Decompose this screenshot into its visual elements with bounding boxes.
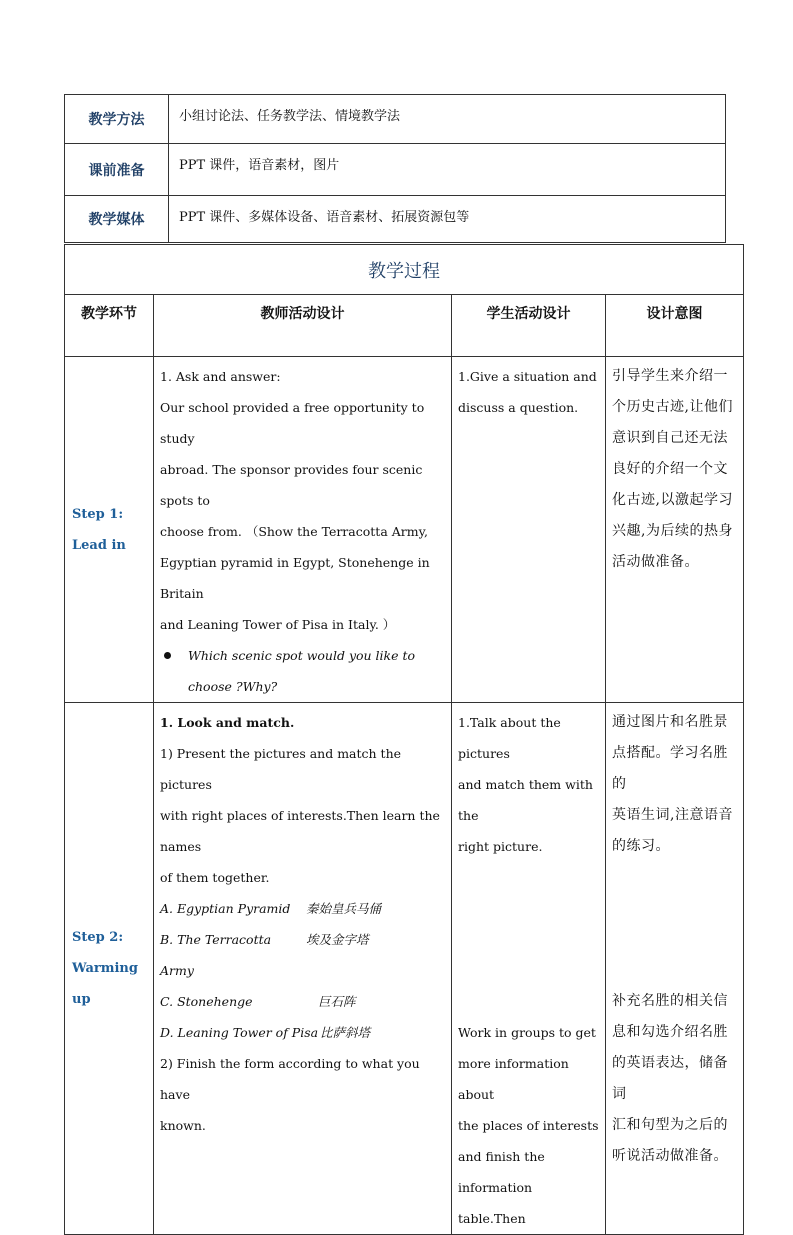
info-label: 教学方法 bbox=[65, 95, 169, 144]
text-line: 补充名胜的相关信 bbox=[612, 993, 728, 1009]
bullet-icon bbox=[164, 652, 171, 659]
header-intent: 设计意图 bbox=[606, 295, 744, 357]
text-line: 个历史古迹,让他们 bbox=[612, 399, 733, 415]
text-line: 英语生词,注意语音 bbox=[612, 807, 733, 823]
text-line: 1) Present the pictures and match the pictures bbox=[160, 746, 402, 792]
match-item bbox=[160, 893, 445, 924]
text-line: right picture. bbox=[458, 839, 543, 854]
activity-heading: 1. Look and match. bbox=[160, 715, 295, 730]
text-line: 1. Ask and answer: bbox=[160, 369, 281, 384]
course-info-table bbox=[64, 94, 726, 243]
text-line: of them together. bbox=[160, 870, 270, 885]
match-english: C. Stonehenge bbox=[160, 994, 253, 1009]
text-line: Which scenic spot would you like to bbox=[188, 648, 416, 663]
text-line: information table.Then bbox=[458, 1180, 533, 1226]
text-line: 通过图片和名胜景 bbox=[612, 714, 728, 730]
match-chinese: 秦始皇兵马俑 bbox=[306, 901, 382, 916]
match-chinese: 巨石阵 bbox=[318, 994, 356, 1009]
text-line: choose ?Why? bbox=[188, 679, 278, 694]
text-line: 引导学生来介绍一 bbox=[612, 368, 728, 384]
text-line: 良好的介绍一个文 bbox=[612, 461, 728, 477]
text-line: 息和勾选介绍名胜 bbox=[612, 1024, 728, 1040]
text-line: 意识到自己还无法 bbox=[612, 430, 728, 446]
step1-label bbox=[65, 357, 154, 703]
text-line: Work in groups to get bbox=[458, 1025, 596, 1040]
info-row-media bbox=[65, 196, 726, 243]
step2-student-activity bbox=[452, 703, 606, 1235]
match-item bbox=[160, 924, 445, 986]
text-line: 活动做准备。 bbox=[612, 554, 699, 570]
step-label-line: up bbox=[72, 992, 91, 1007]
text-line: 2) Finish the form according to what you have bbox=[160, 1056, 420, 1102]
match-english: A. Egyptian Pyramid bbox=[160, 901, 291, 916]
match-english: D. Leaning Tower of Pisa bbox=[160, 1025, 319, 1040]
info-value: 小组讨论法、任务教学法、情境教学法 bbox=[169, 95, 726, 144]
text-line: with right places of interests.Then learn the names bbox=[160, 808, 440, 854]
teaching-process-table bbox=[64, 244, 744, 1235]
text-line: 汇和句型为之后的 bbox=[612, 1117, 728, 1133]
step-label-line: Lead in bbox=[72, 537, 126, 553]
text-line: the places of interests bbox=[458, 1118, 599, 1133]
match-item bbox=[160, 1017, 445, 1048]
header-stage: 教学环节 bbox=[65, 295, 154, 357]
info-value: PPT 课件，语音素材，图片 bbox=[169, 144, 726, 196]
info-label: 教学媒体 bbox=[65, 196, 169, 243]
bullet-question bbox=[160, 640, 445, 702]
text-line: abroad. The sponsor provides four scenic spots to bbox=[160, 462, 423, 508]
step1-teacher-activity bbox=[154, 357, 452, 703]
text-line: Our school provided a free opportunity to study bbox=[160, 400, 425, 446]
text-line: 1.Talk about the pictures bbox=[458, 715, 561, 761]
text-line: known. bbox=[160, 1118, 206, 1133]
info-row-method bbox=[65, 95, 726, 144]
text-line: 点搭配。学习名胜的 bbox=[612, 745, 728, 792]
step-label-line: Step 1: bbox=[72, 506, 124, 522]
text-line: 兴趣,为后续的热身 bbox=[612, 523, 733, 539]
text-line: and Leaning Tower of Pisa in Italy. ） bbox=[160, 617, 396, 632]
header-teacher: 教师活动设计 bbox=[154, 295, 452, 357]
info-label: 课前准备 bbox=[65, 144, 169, 196]
step2-label bbox=[65, 703, 154, 1235]
match-chinese: 埃及金字塔 bbox=[306, 932, 369, 947]
text-line: more information about bbox=[458, 1056, 569, 1102]
text-line: and finish the bbox=[458, 1149, 545, 1164]
process-title: 教学过程 bbox=[65, 245, 744, 295]
step2-row bbox=[65, 703, 744, 1235]
text-line: and match them with the bbox=[458, 777, 593, 823]
match-english: B. The Terracotta Army bbox=[160, 932, 272, 978]
text-line: choose from. （Show the Terracotta Army, bbox=[160, 524, 428, 539]
step-label-line: Warming bbox=[72, 961, 138, 976]
step2-design-intent bbox=[606, 703, 744, 1235]
text-line: 化古迹,以激起学习 bbox=[612, 492, 733, 508]
text-line: 听说活动做准备。 bbox=[612, 1148, 728, 1164]
info-value: PPT 课件、多媒体设备、语音素材、拓展资源包等 bbox=[169, 196, 726, 243]
match-item bbox=[160, 986, 445, 1017]
match-chinese: 比萨斜塔 bbox=[320, 1025, 371, 1040]
step-label-line: Step 2: bbox=[72, 930, 124, 945]
info-row-preparation bbox=[65, 144, 726, 196]
step1-row bbox=[65, 357, 744, 703]
step1-student-activity bbox=[452, 357, 606, 703]
step1-design-intent bbox=[606, 357, 744, 703]
text-line: discuss a question. bbox=[458, 400, 579, 415]
header-student: 学生活动设计 bbox=[452, 295, 606, 357]
text-line: Egyptian pyramid in Egypt, Stonehenge in Britain bbox=[160, 555, 430, 601]
header-row bbox=[65, 295, 744, 357]
text-line: 1.Give a situation and bbox=[458, 369, 597, 384]
text-line: 的英语表达，储备词 bbox=[612, 1055, 728, 1102]
text-line: 的练习。 bbox=[612, 838, 670, 854]
step2-teacher-activity bbox=[154, 703, 452, 1235]
